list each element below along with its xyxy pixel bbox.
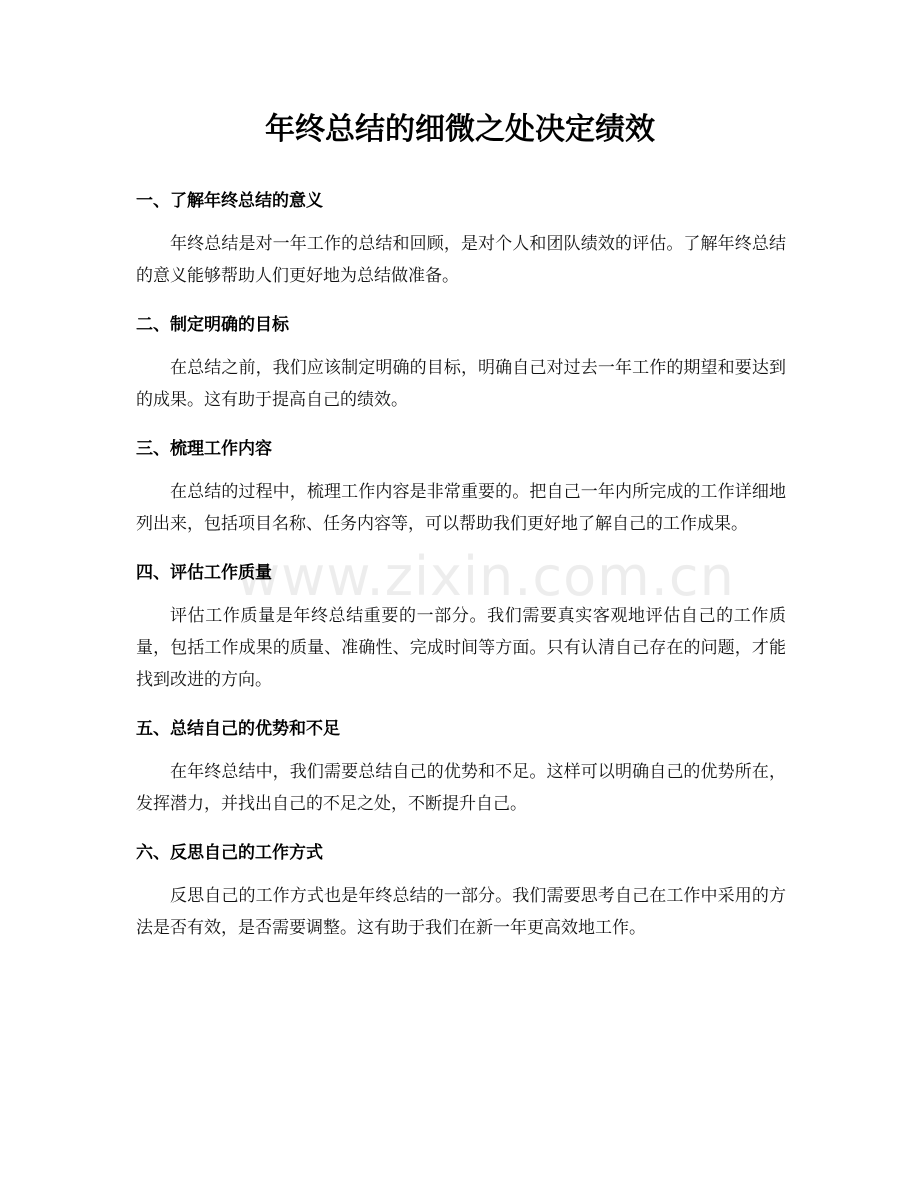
section-3 xyxy=(136,434,786,540)
section-heading: 一、了解年终总结的意义 xyxy=(136,191,323,211)
section-paragraph: 年终总结是对一年工作的总结和回顾，是对个人和团队绩效的评估。了解年终总结的意义能够帮助人们更好地为总结做准备。 xyxy=(136,234,786,286)
section-heading: 四、评估工作质量 xyxy=(136,563,272,583)
section-paragraph: 评估工作质量是年终总结重要的一部分。我们需要真实客观地评估自己的工作质量，包括工作成果的质量、准确性、完成时间等方面。只有认清自己存在的问题，才能找到改进的方向。 xyxy=(136,606,786,690)
section-1 xyxy=(136,186,786,292)
section-heading: 六、反思自己的工作方式 xyxy=(136,843,323,863)
section-heading: 三、梳理工作内容 xyxy=(136,439,272,459)
section-4 xyxy=(136,558,786,696)
section-6 xyxy=(136,838,786,944)
section-heading: 五、总结自己的优势和不足 xyxy=(136,719,340,739)
section-heading: 二、制定明确的目标 xyxy=(136,315,289,335)
watermark-text: www.zixin.com.cn xyxy=(236,545,735,608)
document-content xyxy=(136,186,786,962)
section-5 xyxy=(136,714,786,820)
document-title: 年终总结的细微之处决定绩效 xyxy=(265,112,655,147)
section-paragraph: 在总结的过程中，梳理工作内容是非常重要的。把自己一年内所完成的工作详细地列出来，包括项目名称、任务内容等，可以帮助我们更好地了解自己的工作成果。 xyxy=(136,482,786,534)
section-paragraph: 在年终总结中，我们需要总结自己的优势和不足。这样可以明确自己的优势所在，发挥潜力，并找出自己的不足之处，不断提升自己。 xyxy=(136,762,786,814)
section-paragraph: 反思自己的工作方式也是年终总结的一部分。我们需要思考自己在工作中采用的方法是否有效，是否需要调整。这有助于我们在新一年更高效地工作。 xyxy=(136,886,786,938)
section-2 xyxy=(136,310,786,416)
section-paragraph: 在总结之前，我们应该制定明确的目标，明确自己对过去一年工作的期望和要达到的成果。这有助于提高自己的绩效。 xyxy=(136,358,786,410)
